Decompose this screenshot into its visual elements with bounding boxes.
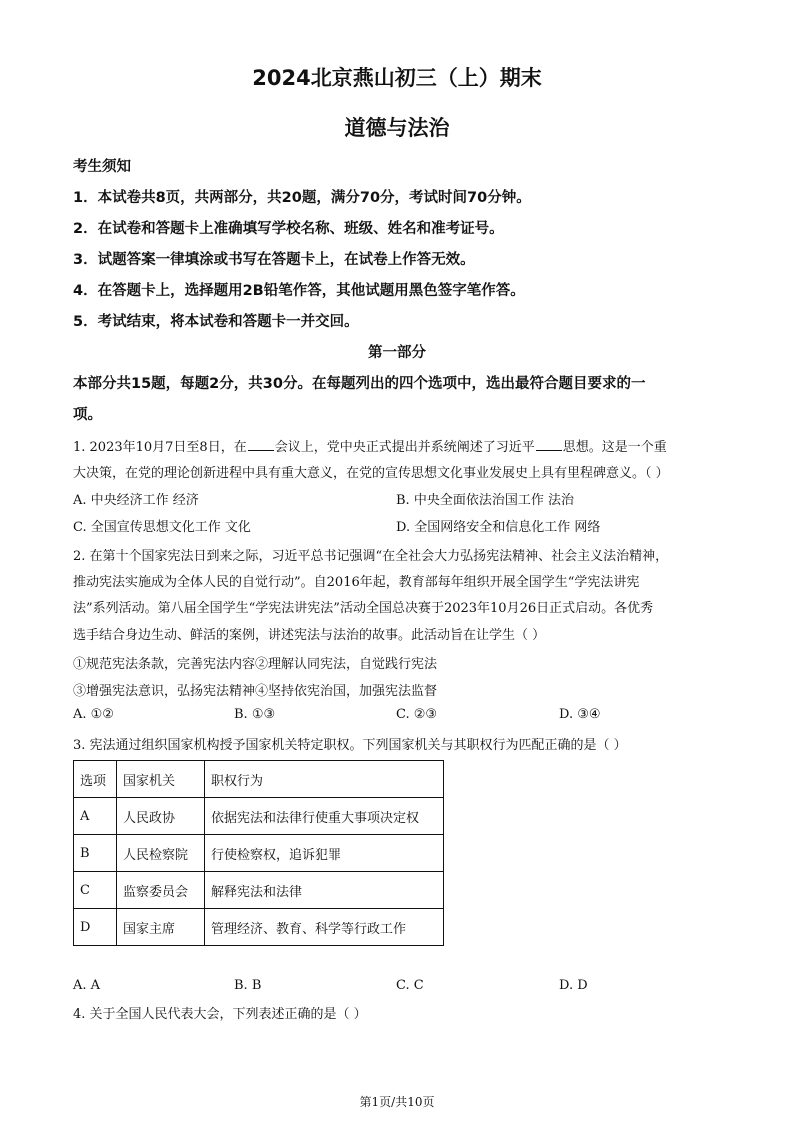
table-cell: 国家主席	[117, 909, 205, 946]
part1-heading: 第一部分	[368, 345, 426, 361]
q3-option-d: D. D	[559, 978, 588, 993]
table-row	[74, 835, 444, 872]
q1-stem-line2: 大决策，在党的理论创新进程中具有重大意义，在党的宣传思想文化事业发展史上具有里程碑意义。（ ）	[73, 466, 669, 481]
page-number: 第1页/共10页	[359, 1095, 435, 1109]
table-header-cell: 国家机关	[117, 761, 205, 798]
table-row	[74, 798, 444, 835]
table-header-cell: 职权行为	[205, 761, 444, 798]
q3-option-b: B. B	[234, 978, 262, 993]
part1-instruction-line2: 项。	[73, 407, 102, 423]
q2-line-2: 推动宪法实施成为全体人民的自觉行动”。自2016年起，教育部每年组织开展全国学生“学宪法讲宪	[73, 575, 640, 590]
q1-stem-line1	[73, 436, 667, 455]
q1-option-a: A. 中央经济工作 经济	[73, 493, 199, 508]
q1-option-c: C. 全国宣传思想文化工作 文化	[73, 520, 251, 535]
notice-item-5: 5．考试结束，将本试卷和答题卡一并交回。	[73, 314, 359, 330]
q4-stem: 4. 关于全国人民代表大会，下列表述正确的是（ ）	[73, 1007, 367, 1022]
notice-item-1: 1．本试卷共8页，共两部分，共20题，满分70分，考试时间70分钟。	[73, 190, 531, 206]
q3-option-c: C. C	[396, 978, 424, 993]
table-cell: B	[74, 835, 117, 872]
table-cell: C	[74, 872, 117, 909]
table-cell: 解释宪法和法律	[205, 872, 444, 909]
q1-stem-c: 思想。这是一个重	[562, 440, 667, 455]
table-cell: 管理经济、教育、科学等行政工作	[205, 909, 444, 946]
q1-blank-1	[248, 449, 274, 451]
table-cell: D	[74, 909, 117, 946]
q1-option-b: B. 中央全面依法治国工作 法治	[396, 493, 574, 508]
table-cell: 人民政协	[117, 798, 205, 835]
notice-item-3: 3．试题答案一律填涂或书写在答题卡上，在试卷上作答无效。	[73, 252, 475, 268]
table-cell: A	[74, 798, 117, 835]
q2-line-3: 法”系列活动。第八届全国学生“学宪法讲宪法”活动全国总决赛于2023年10月26日正式启动。各优秀	[73, 601, 654, 616]
q2-option-d: D. ③④	[559, 707, 601, 722]
table-cell: 依据宪法和法律行使重大事项决定权	[205, 798, 444, 835]
table-cell: 行使检察权，追诉犯罪	[205, 835, 444, 872]
q3-stem: 3. 宪法通过组织国家机构授予国家机关特定职权。下列国家机关与其职权行为匹配正确的是（ ）	[73, 738, 627, 753]
q1-blank-2	[536, 449, 562, 451]
q3-table	[73, 760, 444, 946]
q2-option-a: A. ①②	[73, 707, 114, 722]
subject-title: 道德与法治	[344, 116, 450, 140]
q2-line-4: 选手结合身边生动、鲜活的案例，讲述宪法与法治的故事。此活动旨在让学生（ ）	[73, 628, 546, 643]
q2-option-c: C. ②③	[396, 707, 438, 722]
table-cell: 人民检察院	[117, 835, 205, 872]
notice-item-4: 4．在答题卡上，选择题用2B铅笔作答，其他试题用黑色签字笔作答。	[73, 283, 525, 299]
q2-statement-2: ③增强宪法意识，弘扬宪法精神④坚持依宪治国，加强宪法监督	[73, 684, 438, 699]
table-row	[74, 909, 444, 946]
exam-title: 2024北京燕山初三（上）期末	[252, 66, 542, 90]
table-header-cell: 选项	[74, 761, 117, 798]
part1-instruction-line1: 本部分共15题，每题2分，共30分。在每题列出的四个选项中，选出最符合题目要求的一	[73, 376, 646, 392]
q2-statement-1: ①规范宪法条款，完善宪法内容②理解认同宪法，自觉践行宪法	[73, 657, 438, 672]
q1-stem-a: 1. 2023年10月7日至8日，在	[73, 440, 247, 455]
q2-option-b: B. ①③	[234, 707, 276, 722]
table-cell: 监察委员会	[117, 872, 205, 909]
table-header-row	[74, 761, 444, 798]
q2-line-1: 2. 在第十个国家宪法日到来之际，习近平总书记强调“在全社会大力弘扬宪法精神、社会主义法治精神，	[73, 549, 669, 564]
notice-heading: 考生须知	[73, 159, 131, 175]
q1-option-d: D. 全国网络安全和信息化工作 网络	[396, 520, 601, 535]
notice-item-2: 2．在试卷和答题卡上准确填写学校名称、班级、姓名和准考证号。	[73, 221, 504, 237]
q3-option-a: A. A	[73, 978, 101, 993]
q1-stem-b: 会议上，党中央正式提出并系统阐述了习近平	[274, 440, 535, 455]
table-row	[74, 872, 444, 909]
